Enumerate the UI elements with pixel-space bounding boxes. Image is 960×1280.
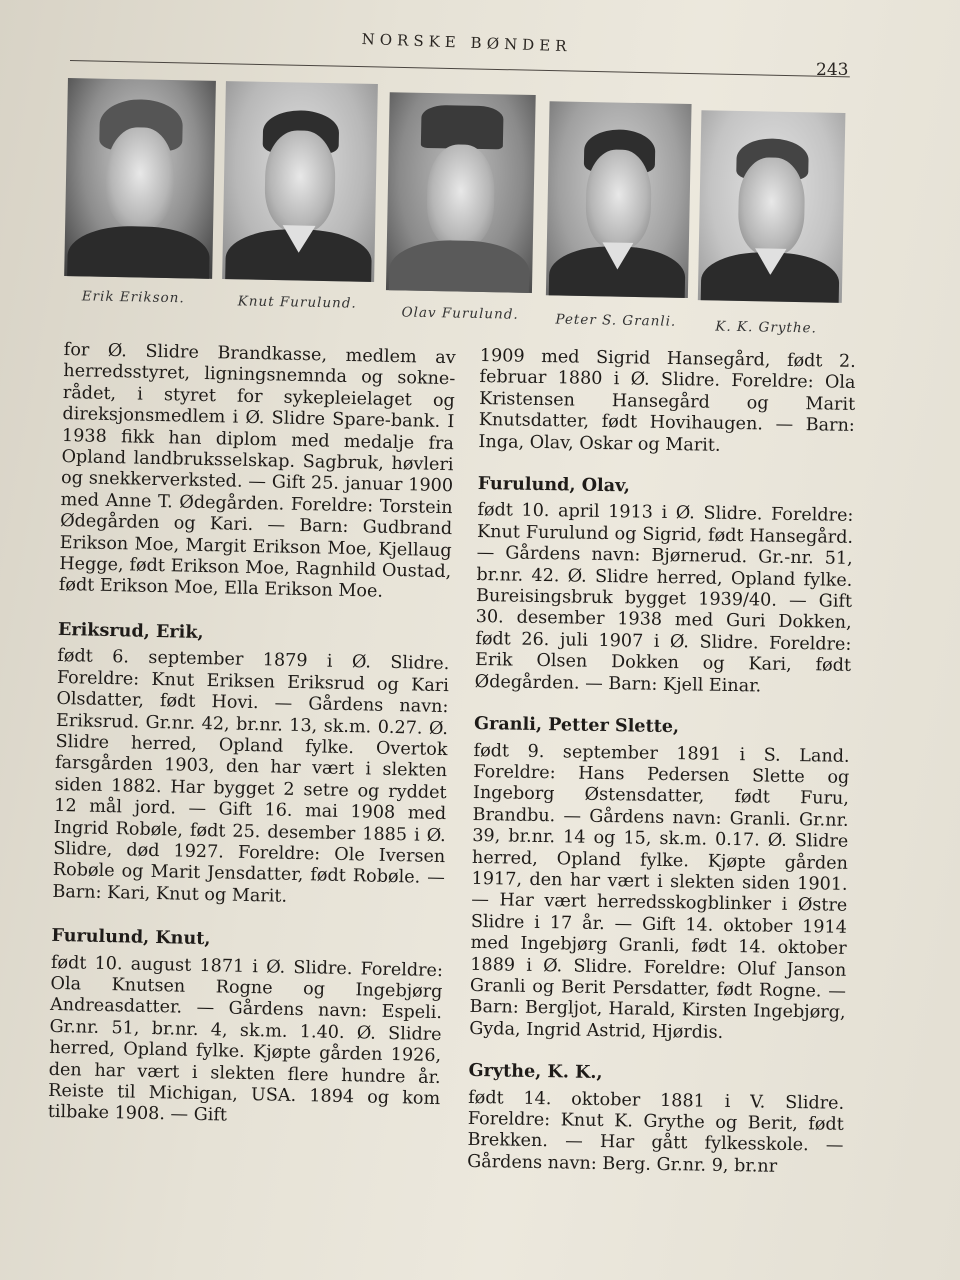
entry-name: Furulund, Olav,	[477, 473, 631, 497]
entry-text: født 10. april 1913 i Ø. Slidre. Foreldre: Knut Furulund og Sigrid, født Hansegård. — Gårdens navn: Bjørnerud. Gr.-nr. 51, br.nr. 42. Ø. Slidre herred, Opland fylke. Bureisingsbruk bygget 1939/40. — Gift 30. desember 1938 med Guri Dokken, født 26. juli 1907 i Ø. Slidre. Foreldre: Erik Olsen Dokken og Kari, født Ødegården. — Barn: Kjell Einar.	[474, 500, 854, 697]
caption-erik-erikson: Erik Erikson.	[81, 288, 185, 307]
page-number: 243	[816, 60, 849, 80]
entry-text: født 14. oktober 1881 i V. Slidre. Foreldre: Knut K. Grythe og Berit, født Brekken. — Har gått fylkesskole. — Gårdens navn: Berg. Gr.nr. 9, br.nr	[467, 1087, 845, 1177]
caption-olav-furulund: Olav Furulund.	[401, 304, 519, 323]
right-column	[467, 346, 856, 1179]
header-rule	[70, 60, 850, 77]
entry-name: Granli, Petter Slette,	[473, 713, 680, 738]
caption-kk-grythe: K. K. Grythe.	[715, 318, 818, 337]
caption-knut-furulund: Knut Furulund.	[237, 293, 357, 312]
entry-name: Eriksrud, Erik,	[57, 618, 204, 643]
entry-grythe-kk	[467, 1060, 845, 1179]
entry-text: født 9. september 1891 i S. Land. Foreldre: Hans Pedersen Slette og Ingeborg Østensdatter, født Furu, Brandbu. — Gårdens navn: Granli. Gr.nr. 39, br.nr. 14 og 15, sk.m. 0.17. Ø. Slidre herred, Opland fylke. Kjøpte gården 1917, den har vært i slekten siden 1901. — Har vært herredsskogblinker i Østre Slidre i 17 år. — Gift 14. oktober 1914 med Ingebjørg Granli, født 14. oktober 1889 i Ø. Slidre. Foreldre: Oluf Janson Granli og Berit Persdatter, født Rogne. — Barn: Bergljot, Harald, Kirsten Ingebjørg, Gyda, Ingrid Astrid, Hjørdis.	[469, 740, 850, 1043]
portrait-kk-grythe	[698, 110, 846, 303]
entry-furulund-knut	[48, 925, 444, 1132]
entry-granli-petter	[469, 713, 850, 1046]
caption-peter-granli: Peter S. Granli.	[555, 311, 677, 330]
entry-text: født 6. september 1879 i Ø. Slidre. Foreldre: Knut Eriksen Eriksrud og Kari Olsdatter, født Hovi. — Gårdens navn: Eriksrud. Gr.nr. 42, br.nr. 13, sk.m. 0.27. Ø. Slidre herred, Opland fylke. Overtok farsgården 1903, den har vært i slekten siden 1882. Har bygget 2 setre og ryddet 12 mål jord. — Gift 16. mai 1908 med Ingrid Robøle, født 25. desember 1885 i Ø. Slidre, død 1927. Foreldre: Ole Iversen Robøle og Marit Jensdatter, født Robøle. — Barn: Kari, Knut og Marit.	[52, 646, 450, 907]
portrait-row	[61, 76, 856, 351]
portrait-peter-granli	[546, 101, 692, 298]
portrait-erik-erikson	[64, 78, 216, 279]
portrait-olav-furulund	[386, 92, 536, 293]
entry-text: født 10. august 1871 i Ø. Slidre. Foreldre: Ola Knutsen Rogne og Ingebjørg Andreasdatter. — Gårdens navn: Espeli. Gr.nr. 51, br.nr. 4, sk.m. 1.40. Ø. Slidre herred, Opland fylke. Kjøpte gården 1926, den har vært i slekten flere hundre år. Reiste til Michigan, USA. 1894 og kom tilbake 1908. — Gift	[47, 952, 444, 1126]
entry-name: Furulund, Knut,	[51, 925, 211, 950]
entry-name: Grythe, K. K.,	[468, 1060, 603, 1084]
portrait-knut-furulund	[222, 81, 378, 282]
entry-eriksrud-erik	[52, 619, 450, 911]
running-header: NORSKE BØNDER	[361, 30, 572, 56]
entry-furulund-olav	[475, 473, 854, 699]
continued-entry-text: for Ø. Slidre Brandkasse, medlem av herredsstyret, ligningsnemnda og sokne-rådet, i styret for sykepleielaget og direksjonsmedlem i Ø. Slidre Spare-bank. I 1938 fikk han diplom med medalje fra Opland landbruksselskap. Sagbruk, høvleri og snekkerverksted. — Gift 25. januar 1900 med Anne T. Ødegården. Foreldre: Torstein Ødegården og Kari. — Barn: Gudbrand Erikson Moe, Margit Erikson Moe, Kjellaug Hegge, født Erikson Moe, Ragnhild Oustad, født Erikson Moe, Ella Erikson Moe.	[58, 340, 456, 603]
left-column	[48, 340, 456, 1132]
continued-entry-text: 1909 med Sigrid Hansegård, født 2. februar 1880 i Ø. Slidre. Foreldre: Ola Kristensen Hansegård og Marit Knutsdatter, født Hovihaugen. — Barn: Inga, Olav, Oskar og Marit.	[478, 346, 856, 456]
